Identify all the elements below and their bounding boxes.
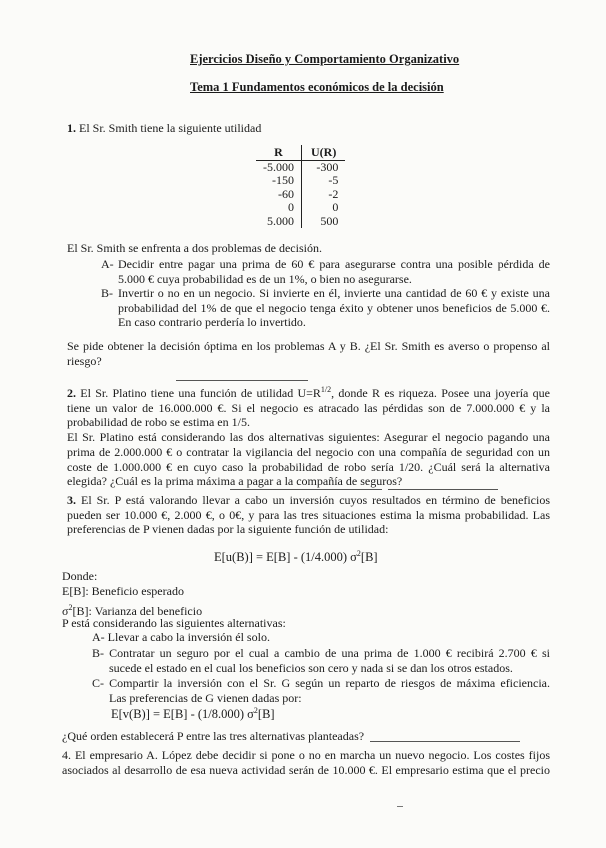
table-cell-ur: -5: [328, 173, 339, 188]
utility-formula-g-sup: 2: [253, 706, 258, 715]
alternatives-intro: P está considerando las siguientes alternativas:: [62, 616, 286, 630]
scan-line: [230, 489, 382, 490]
exercise-1-question: [67, 339, 550, 368]
definition-variance-sup: 2: [68, 603, 73, 612]
definition-expected-profit: E[B]: Beneficio esperado: [62, 584, 184, 598]
utility-formula-p-sup: 2: [356, 549, 361, 558]
alternative-a: A- Llevar a cabo la inversión él solo.: [92, 630, 270, 644]
exercise-3-line-3: preferencias de P vienen dadas por la siguiente función de utilidad:: [67, 522, 389, 537]
utility-formula-g-pre: E[v(B)] = E[B] - (1/8.000) σ: [111, 707, 254, 721]
exercise-2-line-3: probabilidad de robo se estima en 1/5.: [67, 415, 250, 430]
table-row: [256, 201, 345, 214]
exercise-3-line-1: [67, 493, 550, 508]
utility-formula-g: [111, 706, 275, 722]
table-cell-ur: -300: [316, 160, 339, 174]
exercise-3-number: 3.: [67, 493, 76, 507]
alternative-b-line-1: B- Contratar un seguro por el cual a cambio de una prima de 1.000 € recibirá 2.700 € si: [92, 646, 550, 660]
utility-table-header-r: R: [256, 145, 302, 161]
problem-b-label: B-: [101, 286, 113, 300]
exercise-2-line-4: El Sr. Platino está considerando las dos alternativas siguientes: Asegurar el negocio pagando una: [67, 430, 550, 445]
table-cell-r: -60: [256, 188, 302, 201]
scan-line: [388, 489, 498, 490]
problem-a-line-2: 5.000 € cuya probabilidad es de un 1%, o bien no asegurarse.: [118, 271, 412, 286]
topic-title: Tema 1 Fundamentos económicos de la decisión: [190, 80, 444, 94]
exercise-2-line-1: [67, 383, 550, 401]
utility-formula-g-post: [B]: [257, 707, 275, 721]
exercise-3-line-1-text: El Sr. P está valorando llevar a cabo un inversión cuyos resultados en término de beneficios: [80, 493, 551, 507]
exercise-2-number: 2.: [67, 386, 76, 400]
table-row: [256, 215, 345, 228]
problem-b-text: [118, 286, 550, 330]
alternative-c-line-1: C- Compartir la inversión con el Sr. G según un reparto de riesgos de máxima eficiencia.: [92, 676, 550, 690]
problem-b-line-3: En caso contrario perdería lo invertido.: [118, 315, 306, 330]
exercise-3-text: [67, 493, 550, 537]
exercise-1-number: 1.: [67, 121, 76, 135]
definition-variance-sigma: σ: [62, 604, 69, 618]
problem-a-label: A-: [101, 257, 114, 271]
problem-b-line-2: probabilidad del 1% de que el negocio tenga éxito y obtener unos beneficios de 5.000 €.: [118, 300, 550, 315]
exercise-4-line-2: asociados al desarrollo de esa nueva actividad serán de 10.000 €. El empresario estima que el precio: [62, 762, 550, 777]
scan-speck: [397, 806, 403, 810]
table-cell-r: 0: [256, 201, 302, 214]
donde-label: Donde:: [62, 569, 98, 583]
exercise-4-line-1: [62, 748, 550, 763]
utility-table-header: [256, 145, 345, 161]
exercise-4-line-1-text: El empresario A. López debe decidir si pone o no en marcha un nuevo negocio. Los costes fijos: [74, 748, 550, 762]
problem-a-text: [118, 257, 550, 286]
table-cell-r: 5.000: [256, 215, 302, 228]
exercise-2-line-1-pre: El Sr. Platino tiene una función de utilidad U=R: [80, 386, 321, 400]
exercise-2-line-7: elegida? ¿Cuál es la prima máxima a pagar a la compañía de seguros?: [67, 474, 403, 489]
exercise-1-problems-intro: El Sr. Smith se enfrenta a dos problemas de decisión.: [67, 241, 322, 255]
table-row: [256, 188, 345, 201]
utility-formula-p: [214, 549, 378, 565]
table-cell-ur: 500: [320, 213, 339, 228]
exercise-2-line-1-post: , donde R es riqueza. Posee una joyería que: [331, 386, 550, 400]
exercise-1-intro: [67, 121, 261, 136]
table-row: [256, 161, 345, 175]
scan-line: [370, 741, 520, 742]
table-cell-ur: -2: [328, 186, 339, 201]
scan-line: [176, 380, 308, 381]
utility-table-header-ur: U(R): [302, 145, 346, 161]
exercise-1-intro-text: El Sr. Smith tiene la siguiente utilidad: [79, 121, 262, 135]
alternative-b: [92, 646, 550, 675]
exercise-3-line-2: pueden ser 10.000 €, 2.000 €, o 0€, y para las tres situaciones estima la misma probabilidad. Las: [67, 507, 550, 522]
exercise-4-number: 4.: [62, 748, 71, 762]
problem-b-line-1: Invertir o no en un negocio. Si invierte en él, invierte una cantidad de 60 € y existe una: [118, 286, 550, 300]
table-row: [256, 174, 345, 187]
exercise-2-line-6: coste de 1.000.000 € en cuyo caso la probabilidad de robo sería 1/20. ¿Cuál será la alternativa: [67, 459, 550, 474]
exercise-4-text: [62, 748, 550, 777]
table-cell-r: -5.000: [256, 161, 302, 175]
alternative-c: [92, 676, 550, 705]
course-title: Ejercicios Diseño y Comportamiento Organizativo: [190, 52, 460, 66]
exercise-3-question: ¿Qué orden establecerá P entre las tres alternativas planteadas?: [62, 729, 365, 743]
utility-table: [256, 145, 345, 228]
alternative-b-line-2: sucede el estado en el cual los beneficios son cero y nada si se dan los otros estados.: [109, 660, 513, 675]
exercise-1-question-line-2: riesgo?: [67, 353, 102, 368]
utility-formula-p-pre: E[u(B)] = E[B] - (1/4.000) σ: [214, 550, 357, 564]
exercise-2-text: [67, 383, 550, 489]
problem-a-line-1: Decidir entre pagar una prima de 60 € para asegurarse contra una posible pérdida de: [118, 257, 550, 271]
alternative-c-line-2: Las preferencias de G vienen dadas por:: [109, 690, 302, 705]
exercise-2-exponent: 1/2: [320, 385, 332, 394]
table-cell-ur: 0: [332, 200, 339, 215]
exercise-2-line-2: tiene un valor de 16.000.000 €. Si el negocio es atracado las pérdidas son de 7.000.000 € y la: [67, 400, 550, 415]
utility-formula-p-post: [B]: [360, 550, 378, 564]
exercise-1-question-line-1: Se pide obtener la decisión óptima en los problemas A y B. ¿El Sr. Smith es averso o propenso al: [67, 339, 550, 353]
table-cell-r: -150: [256, 174, 302, 187]
exercise-2-line-5: prima de 2.000.000 € o contratar la vigilancia del negocio con una compañía de seguridad con un: [67, 444, 550, 459]
definition-variance-text: [B]: Varianza del beneficio: [72, 604, 203, 618]
